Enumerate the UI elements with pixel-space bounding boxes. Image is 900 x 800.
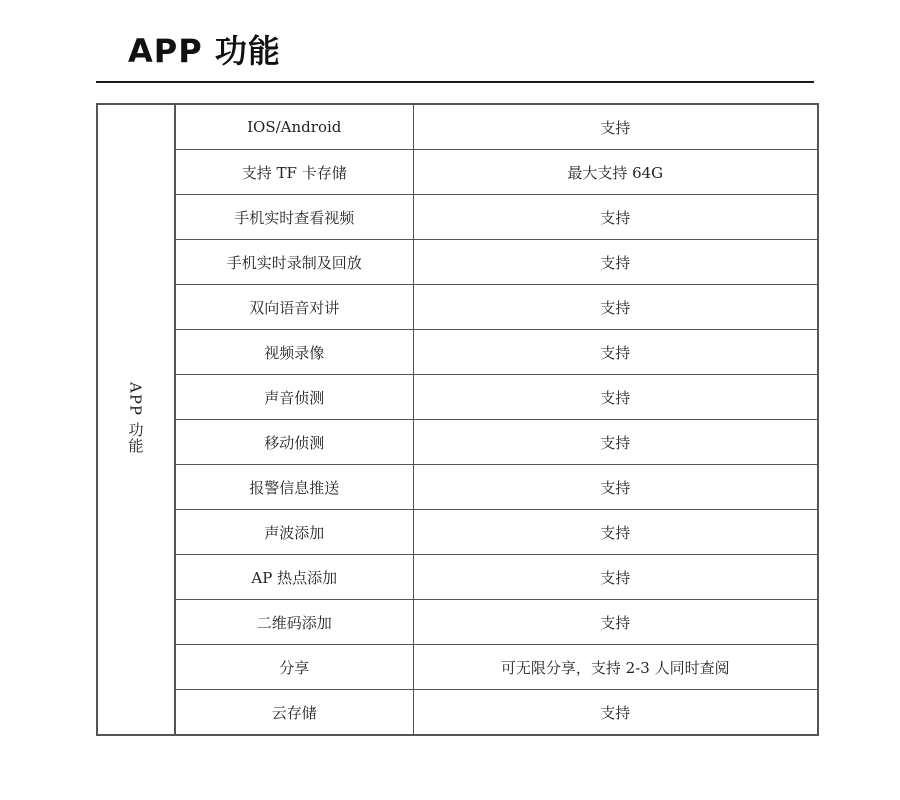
feature-cell: 手机实时查看视频: [175, 195, 413, 240]
feature-cell: 声音侦测: [175, 375, 413, 420]
category-cell: [97, 104, 175, 735]
title-divider: [96, 81, 814, 83]
table-row: [97, 555, 818, 600]
table-row: [97, 240, 818, 285]
page-title: APP 功能: [128, 32, 281, 70]
feature-cell: IOS/Android: [175, 104, 413, 150]
category-label: APP 功能: [126, 381, 145, 454]
value-cell: 支持: [413, 104, 818, 150]
table-row: [97, 510, 818, 555]
value-cell: 支持: [413, 555, 818, 600]
feature-cell: 支持 TF 卡存储: [175, 150, 413, 195]
table-row: [97, 465, 818, 510]
value-cell: 可无限分享，支持 2-3 人同时查阅: [413, 645, 818, 690]
feature-cell: 声波添加: [175, 510, 413, 555]
value-cell: 支持: [413, 510, 818, 555]
feature-cell: 双向语音对讲: [175, 285, 413, 330]
value-cell: 支持: [413, 420, 818, 465]
feature-cell: 分享: [175, 645, 413, 690]
feature-cell: 手机实时录制及回放: [175, 240, 413, 285]
table-row: [97, 375, 818, 420]
table-row: [97, 195, 818, 240]
table-row: [97, 285, 818, 330]
feature-cell: 报警信息推送: [175, 465, 413, 510]
value-cell: 支持: [413, 330, 818, 375]
value-cell: 支持: [413, 285, 818, 330]
table-row: [97, 104, 818, 150]
feature-cell: 视频录像: [175, 330, 413, 375]
value-cell: 支持: [413, 690, 818, 736]
table-row: [97, 330, 818, 375]
table-row: [97, 600, 818, 645]
table-row: [97, 420, 818, 465]
feature-cell: 移动侦测: [175, 420, 413, 465]
value-cell: 支持: [413, 465, 818, 510]
table-row: [97, 150, 818, 195]
table-row: [97, 690, 818, 736]
table-body: [97, 104, 818, 735]
value-cell: 最大支持 64G: [413, 150, 818, 195]
app-feature-table: [96, 103, 819, 736]
value-cell: 支持: [413, 375, 818, 420]
value-cell: 支持: [413, 600, 818, 645]
feature-cell: 云存储: [175, 690, 413, 736]
feature-cell: 二维码添加: [175, 600, 413, 645]
value-cell: 支持: [413, 240, 818, 285]
table-row: [97, 645, 818, 690]
feature-cell: AP 热点添加: [175, 555, 413, 600]
value-cell: 支持: [413, 195, 818, 240]
